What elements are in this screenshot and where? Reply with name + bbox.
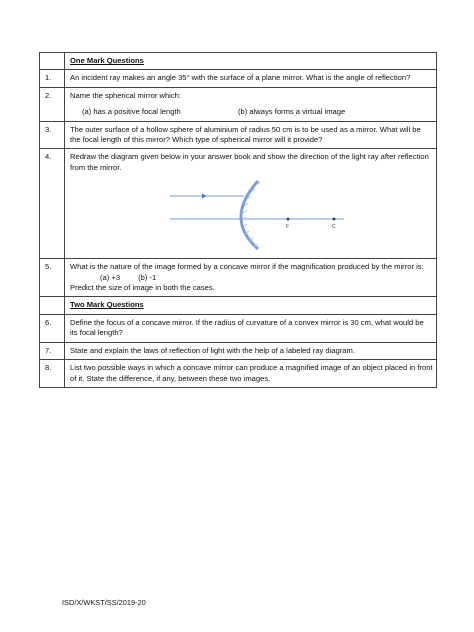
worksheet-table bbox=[39, 52, 437, 388]
question-row bbox=[40, 121, 437, 149]
question-number: 4. bbox=[40, 149, 65, 259]
centre-label: C bbox=[332, 224, 336, 231]
question-text: Redraw the diagram given below in your answer book and show the direction of the light ray after reflection from the mirror. bbox=[70, 152, 429, 172]
mirror-hatching bbox=[242, 182, 260, 247]
section-header-row bbox=[40, 297, 437, 314]
question-text: State and explain the laws of reflection of light with the help of a labeled ray diagram. bbox=[65, 342, 437, 359]
section-two-heading: Two Mark Questions bbox=[65, 297, 437, 314]
question-row bbox=[40, 360, 437, 388]
question-text: What is the nature of the image formed by a concave mirror if the magnification produced by the mirror is: bbox=[70, 262, 424, 272]
blank-cell bbox=[40, 297, 65, 314]
question-cell bbox=[65, 149, 437, 259]
option-a: (a) has a positive focal length bbox=[82, 107, 181, 117]
focus-point bbox=[287, 218, 290, 221]
footer-code: ISD/X/WKST/SS/2019-20 bbox=[62, 598, 146, 607]
question-number: 1. bbox=[40, 70, 65, 87]
option-b: (b) -1 bbox=[138, 272, 157, 282]
section-one-heading: One Mark Questions bbox=[65, 53, 437, 70]
section-header-row bbox=[40, 53, 437, 70]
question-row bbox=[40, 70, 437, 87]
question-text: Define the focus of a concave mirror. If the radius of curvature of a convex mirror is 30 cm, what would be its focal length? bbox=[65, 314, 437, 342]
question-text-2: Predict the size of image in both the cases. bbox=[70, 283, 215, 293]
option-b: (b) always forms a virtual image bbox=[238, 107, 346, 117]
question-cell bbox=[65, 87, 437, 121]
question-number: 2. bbox=[40, 87, 65, 121]
question-row bbox=[40, 87, 437, 121]
question-text: The outer surface of a hollow sphere of aluminium of radius 50 cm is to be used as a mirror. What will be the focal length of this mirror? Which type of spherical mirror will it provide? bbox=[65, 121, 437, 149]
options-row bbox=[70, 107, 433, 117]
centre-point bbox=[333, 218, 336, 221]
question-text: An incident ray makes an angle 35° with the surface of a plane mirror. What is the angle of reflection? bbox=[65, 70, 437, 87]
question-cell bbox=[65, 259, 437, 297]
question-row bbox=[40, 259, 437, 297]
question-number: 3. bbox=[40, 121, 65, 149]
options-row bbox=[70, 273, 433, 283]
question-number: 7. bbox=[40, 342, 65, 359]
question-number: 5. bbox=[40, 259, 65, 297]
question-row bbox=[40, 314, 437, 342]
question-text: List two possible ways in which a concave mirror can produce a magnified image of an object placed in front of it. State the difference, if any, between these two images. bbox=[65, 360, 437, 388]
question-row bbox=[40, 342, 437, 359]
focus-label: F bbox=[286, 224, 290, 231]
question-number: 6. bbox=[40, 314, 65, 342]
question-number: 8. bbox=[40, 360, 65, 388]
concave-mirror bbox=[241, 181, 258, 249]
mirror-diagram bbox=[162, 179, 352, 251]
arrow-head-icon bbox=[202, 194, 207, 199]
option-a: (a) +3 bbox=[100, 272, 121, 282]
question-text: Name the spherical mirror which: bbox=[70, 90, 181, 100]
question-row bbox=[40, 149, 437, 259]
blank-cell bbox=[40, 53, 65, 70]
